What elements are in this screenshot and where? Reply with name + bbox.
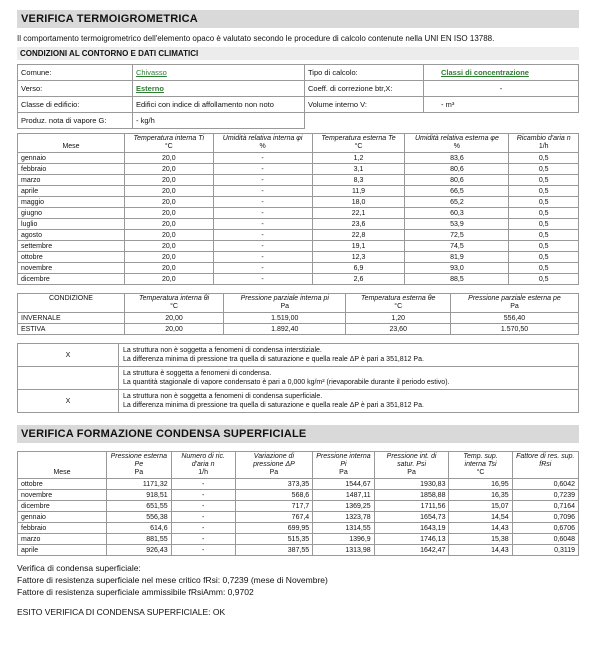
design-row-cell: 1.519,00 <box>224 313 346 324</box>
surface-row-cell: - <box>171 534 235 545</box>
climate-row-cell: 20,0 <box>125 153 214 164</box>
climate-row-cell: febbraio <box>18 164 125 175</box>
surface-row-cell: 1487,11 <box>313 490 374 501</box>
surface-row-cell: 15,07 <box>449 501 512 512</box>
design-header: Pressione parziale interna pi Pa <box>224 294 346 313</box>
surface-row-cell: 1654,73 <box>374 512 449 523</box>
surface-row-cell: - <box>171 479 235 490</box>
surface-row-cell: 1746,13 <box>374 534 449 545</box>
surface-row-cell: 1544,67 <box>313 479 374 490</box>
surface-row-cell: 699,95 <box>235 523 313 534</box>
climate-header: Umidità relativa interna φi % <box>213 134 312 153</box>
surface-row-cell: 0,7239 <box>512 490 578 501</box>
volume-label: Volume interno V: <box>305 97 424 113</box>
surface-row-cell: 1930,83 <box>374 479 449 490</box>
climate-row-cell: settembre <box>18 241 125 252</box>
surface-header: Fattore di res. sup. fRsi <box>512 452 578 479</box>
design-header: Temperatura interna θi °C <box>125 294 224 313</box>
climate-row-cell: 0,5 <box>509 252 579 263</box>
surface-row-cell: 0,6048 <box>512 534 578 545</box>
climate-row-cell: 20,0 <box>125 230 214 241</box>
surface-row-cell: - <box>171 523 235 534</box>
design-row-cell: 23,60 <box>346 324 451 335</box>
climate-row-cell: 2,6 <box>312 274 405 285</box>
climate-row-cell: 22,1 <box>312 208 405 219</box>
surface-row-cell: 1323,78 <box>313 512 374 523</box>
climate-row-cell: - <box>213 230 312 241</box>
climate-row-cell: - <box>213 252 312 263</box>
climate-row-cell: 1,2 <box>312 153 405 164</box>
note-mark: X <box>18 344 119 367</box>
climate-row-cell: - <box>213 175 312 186</box>
note-text <box>119 390 579 413</box>
tipo-label: Tipo di calcolo: <box>305 65 424 81</box>
climate-row-cell: - <box>213 197 312 208</box>
footer-summary <box>17 562 579 618</box>
climate-row <box>18 219 579 230</box>
footer-result: ESITO VERIFICA DI CONDENSA SUPERFICIALE: OK <box>17 607 226 617</box>
surface-row-cell: 1369,25 <box>313 501 374 512</box>
tipo-value: Classi di concentrazione <box>424 65 579 81</box>
note-line: La struttura non è soggetta a fenomeni di condensa superficiale. <box>123 393 323 400</box>
design-header: Pressione parziale esterna pe Pa <box>450 294 578 313</box>
surface-row-cell: - <box>171 501 235 512</box>
surface-row <box>18 512 579 523</box>
vapore-value: - kg/h <box>133 113 305 129</box>
footer-line: Fattore di resistenza superficiale ammissibile fRsiAmm: 0,9702 <box>17 587 254 597</box>
climate-row <box>18 208 579 219</box>
footer-line: Verifica di condensa superficiale: <box>17 563 141 573</box>
climate-row-cell: 72,5 <box>405 230 509 241</box>
surface-row-cell: 1858,88 <box>374 490 449 501</box>
volume-value: - m³ <box>424 97 579 113</box>
climate-row-cell: novembre <box>18 263 125 274</box>
surface-row-cell: 15,38 <box>449 534 512 545</box>
surface-row-cell: 1711,56 <box>374 501 449 512</box>
surface-row-cell: 373,35 <box>235 479 313 490</box>
surface-row <box>18 534 579 545</box>
climate-row-cell: dicembre <box>18 274 125 285</box>
climate-row-cell: - <box>213 186 312 197</box>
design-row-cell: 1,20 <box>346 313 451 324</box>
climate-row-cell: 88,5 <box>405 274 509 285</box>
surface-row <box>18 523 579 534</box>
surface-row-cell: 14,54 <box>449 512 512 523</box>
surface-header: Variazione di pressione ΔP Pa <box>235 452 313 479</box>
climate-row-cell: 66,5 <box>405 186 509 197</box>
coeff-value: - <box>424 81 579 97</box>
section-title-termoigrometrica: VERIFICA TERMOIGROMETRICA <box>17 10 579 28</box>
design-row <box>18 313 579 324</box>
surface-row-cell: 1642,47 <box>374 545 449 556</box>
conditions-table <box>17 64 579 129</box>
surface-row-cell: 568,6 <box>235 490 313 501</box>
climate-row-cell: 83,6 <box>405 153 509 164</box>
climate-row-cell: 0,5 <box>509 219 579 230</box>
surface-row-cell: 14,43 <box>449 545 512 556</box>
surface-row-cell: 14,43 <box>449 523 512 534</box>
intro-text: Il comportamento termoigrometrico dell'elemento opaco è valutato secondo le procedure di calcolo contenute nella UNI EN ISO 13788. <box>17 34 495 43</box>
climate-row-cell: 11,9 <box>312 186 405 197</box>
note-text <box>119 367 579 390</box>
surface-row-cell: 767,4 <box>235 512 313 523</box>
climate-row-cell: 0,5 <box>509 241 579 252</box>
note-row <box>18 390 579 413</box>
climate-row-cell: 80,6 <box>405 164 509 175</box>
surface-row-cell: 1314,55 <box>313 523 374 534</box>
classe-value: Edifici con indice di affollamento non noto <box>133 97 305 113</box>
surface-row-cell: 387,55 <box>235 545 313 556</box>
surface-row-cell: aprile <box>18 545 107 556</box>
climate-row-cell: 20,0 <box>125 219 214 230</box>
climate-row-cell: - <box>213 219 312 230</box>
climate-table <box>17 133 579 285</box>
climate-row-cell: maggio <box>18 197 125 208</box>
surface-row-cell: 0,7096 <box>512 512 578 523</box>
surface-row-cell: 614,6 <box>107 523 172 534</box>
surface-row-cell: febbraio <box>18 523 107 534</box>
note-row <box>18 367 579 390</box>
climate-row-cell: 80,6 <box>405 175 509 186</box>
climate-row-cell: 20,0 <box>125 197 214 208</box>
climate-row-cell: 20,0 <box>125 186 214 197</box>
note-text <box>119 344 579 367</box>
surface-row-cell: 0,6042 <box>512 479 578 490</box>
design-row-cell: 20,00 <box>125 313 224 324</box>
climate-row <box>18 153 579 164</box>
surface-row-cell: 918,51 <box>107 490 172 501</box>
classe-label: Classe di edificio: <box>18 97 133 113</box>
design-header: Temperatura esterna θe °C <box>346 294 451 313</box>
surface-row-cell: 556,38 <box>107 512 172 523</box>
climate-row-cell: - <box>213 208 312 219</box>
note-line: La differenza minima di pressione tra quella di saturazione e quella reale ΔP è pari a 351,812 Pa. <box>123 356 424 363</box>
climate-row <box>18 241 579 252</box>
climate-row-cell: giugno <box>18 208 125 219</box>
surface-row-cell: 0,6706 <box>512 523 578 534</box>
climate-row-cell: 0,5 <box>509 274 579 285</box>
surface-row-cell: - <box>171 545 235 556</box>
climate-row-cell: 81,9 <box>405 252 509 263</box>
note-line: La differenza minima di pressione tra quella di saturazione e quella reale ΔP è pari a 351,812 Pa. <box>123 402 424 409</box>
surface-row-cell: 1396,9 <box>313 534 374 545</box>
climate-row-cell: gennaio <box>18 153 125 164</box>
surface-header: Pressione esterna Pe Pa <box>107 452 172 479</box>
climate-row-cell: 19,1 <box>312 241 405 252</box>
climate-row-cell: 20,0 <box>125 175 214 186</box>
climate-row-cell: 20,0 <box>125 274 214 285</box>
climate-row <box>18 186 579 197</box>
surface-row <box>18 545 579 556</box>
climate-row-cell: 53,9 <box>405 219 509 230</box>
climate-row <box>18 230 579 241</box>
surface-header: Numero di ric. d'aria n 1/h <box>171 452 235 479</box>
surface-row-cell: 515,35 <box>235 534 313 545</box>
surface-row-cell: 926,43 <box>107 545 172 556</box>
surface-row <box>18 479 579 490</box>
surface-header: Pressione interna Pi Pa <box>313 452 374 479</box>
surface-row-cell: 16,35 <box>449 490 512 501</box>
climate-row-cell: marzo <box>18 175 125 186</box>
verso-label: Verso: <box>18 81 133 97</box>
surface-header-mese: Mese <box>18 452 107 479</box>
surface-row-cell: 651,55 <box>107 501 172 512</box>
climate-row-cell: - <box>213 153 312 164</box>
section-title-condensa: VERIFICA FORMAZIONE CONDENSA SUPERFICIALE <box>17 425 579 443</box>
climate-header: Temperatura esterna Te °C <box>312 134 405 153</box>
climate-row-cell: 93,0 <box>405 263 509 274</box>
design-row-cell: ESTIVA <box>18 324 125 335</box>
note-mark <box>18 367 119 390</box>
design-row <box>18 324 579 335</box>
climate-row-cell: 22,8 <box>312 230 405 241</box>
climate-row <box>18 197 579 208</box>
design-row-cell: 20,00 <box>125 324 224 335</box>
climate-row-cell: 0,5 <box>509 164 579 175</box>
surface-row-cell: 717,7 <box>235 501 313 512</box>
climate-row-cell: 20,0 <box>125 241 214 252</box>
climate-row-cell: aprile <box>18 186 125 197</box>
design-conditions-table <box>17 293 579 335</box>
climate-row-cell: 20,0 <box>125 263 214 274</box>
surface-row-cell: 1171,32 <box>107 479 172 490</box>
climate-row <box>18 252 579 263</box>
surface-row <box>18 501 579 512</box>
note-line: La struttura non è soggetta a fenomeni di condensa interstiziale. <box>123 347 322 354</box>
climate-header: Ricambio d'aria n 1/h <box>509 134 579 153</box>
surface-row-cell: marzo <box>18 534 107 545</box>
surface-header: Pressione int. di satur. Psi Pa <box>374 452 449 479</box>
surface-row-cell: gennaio <box>18 512 107 523</box>
climate-row-cell: 74,5 <box>405 241 509 252</box>
climate-row-cell: 6,9 <box>312 263 405 274</box>
note-line: La quantità stagionale di vapore condensato è pari a 0,000 kg/m² (rievaporabile durante il periodo estivo). <box>123 379 450 386</box>
subtitle-conditions: CONDIZIONI AL CONTORNO E DATI CLIMATICI <box>17 47 579 60</box>
climate-row-cell: - <box>213 241 312 252</box>
climate-row-cell: 0,5 <box>509 263 579 274</box>
climate-row-cell: luglio <box>18 219 125 230</box>
surface-row-cell: 1313,98 <box>313 545 374 556</box>
report <box>17 0 579 618</box>
comune-label: Comune: <box>18 65 133 81</box>
note-line: La struttura è soggetta a fenomeni di condensa. <box>123 370 272 377</box>
climate-row-cell: - <box>213 164 312 175</box>
climate-row-cell: 0,5 <box>509 208 579 219</box>
note-mark: X <box>18 390 119 413</box>
climate-row <box>18 175 579 186</box>
climate-row-cell: 18,0 <box>312 197 405 208</box>
climate-row-cell: agosto <box>18 230 125 241</box>
climate-row <box>18 263 579 274</box>
climate-header: Temperatura interna Ti °C <box>125 134 214 153</box>
climate-row-cell: 65,2 <box>405 197 509 208</box>
surface-row-cell: novembre <box>18 490 107 501</box>
climate-row-cell: 60,3 <box>405 208 509 219</box>
climate-row-cell: 0,5 <box>509 186 579 197</box>
comune-value: Chivasso <box>133 65 305 81</box>
surface-row-cell: - <box>171 512 235 523</box>
climate-row-cell: 23,6 <box>312 219 405 230</box>
climate-header-mese: Mese <box>18 134 125 153</box>
climate-row-cell: 20,0 <box>125 164 214 175</box>
climate-row-cell: 12,3 <box>312 252 405 263</box>
climate-row-cell: 20,0 <box>125 252 214 263</box>
surface-row-cell: - <box>171 490 235 501</box>
surface-row-cell: 0,3119 <box>512 545 578 556</box>
verso-value: Esterno <box>133 81 305 97</box>
surface-header: Temp. sup. interna Tsi °C <box>449 452 512 479</box>
footer-line: Fattore di resistenza superficiale nel mese critico fRsi: 0,7239 (mese di Novembre) <box>17 575 328 585</box>
climate-row <box>18 164 579 175</box>
climate-row-cell: 0,5 <box>509 197 579 208</box>
verification-notes <box>17 343 579 413</box>
climate-row-cell: 20,0 <box>125 208 214 219</box>
climate-row <box>18 274 579 285</box>
climate-row-cell: - <box>213 274 312 285</box>
note-row <box>18 344 579 367</box>
coeff-label: Coeff. di correzione btr,X: <box>305 81 424 97</box>
vapore-label: Produz. nota di vapore G: <box>18 113 133 129</box>
climate-row-cell: 0,5 <box>509 175 579 186</box>
climate-row-cell: 3,1 <box>312 164 405 175</box>
design-row-cell: INVERNALE <box>18 313 125 324</box>
surface-row-cell: 16,95 <box>449 479 512 490</box>
climate-row-cell: ottobre <box>18 252 125 263</box>
surface-row-cell: 881,55 <box>107 534 172 545</box>
surface-row-cell: dicembre <box>18 501 107 512</box>
surface-row-cell: 1643,19 <box>374 523 449 534</box>
surface-row-cell: 0,7164 <box>512 501 578 512</box>
design-row-cell: 556,40 <box>450 313 578 324</box>
climate-row-cell: 0,5 <box>509 230 579 241</box>
design-header: CONDIZIONE <box>18 294 125 313</box>
climate-row-cell: - <box>213 263 312 274</box>
surface-row <box>18 490 579 501</box>
climate-row-cell: 0,5 <box>509 153 579 164</box>
climate-row-cell: 8,3 <box>312 175 405 186</box>
surface-condensation-table <box>17 451 579 556</box>
design-row-cell: 1.570,50 <box>450 324 578 335</box>
climate-header: Umidità relativa esterna φe % <box>405 134 509 153</box>
design-row-cell: 1.892,40 <box>224 324 346 335</box>
surface-row-cell: ottobre <box>18 479 107 490</box>
